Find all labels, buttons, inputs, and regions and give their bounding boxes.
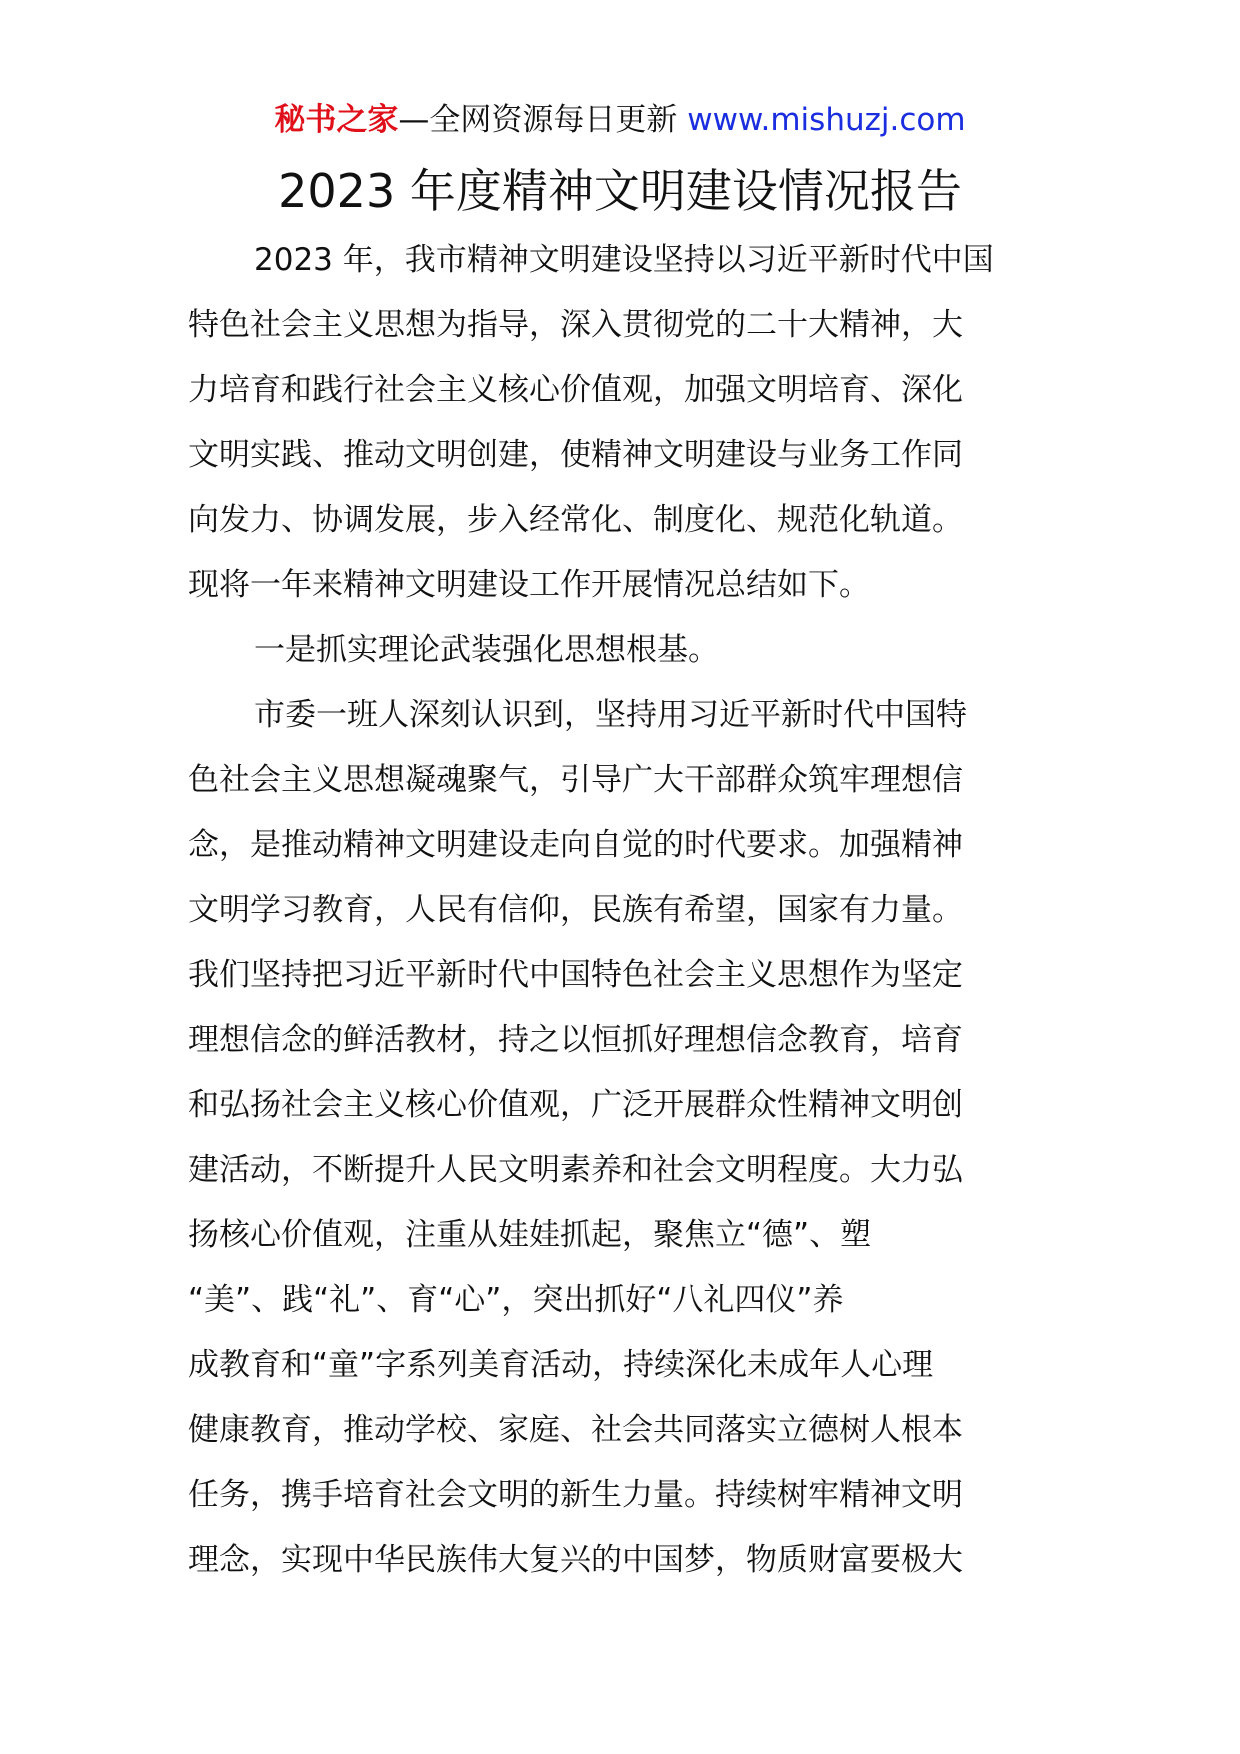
document-body [188,228,1034,1593]
text-line: 理念，实现中华民族伟大复兴的中国梦，物质财富要极大 [188,1542,963,1578]
text-line: 一是抓实理论武装强化思想根基。 [254,632,719,668]
page-header [0,100,1240,140]
document-title: 2023 年度精神文明建设情况报告 [278,164,962,218]
text-line: 健康教育，推动学校、家庭、社会共同落实立德树人根本 [188,1412,963,1448]
text-line: 我们坚持把习近平新时代中国特色社会主义思想作为坚定 [188,957,963,993]
text-line: 向发力、协调发展，步入经常化、制度化、规范化轨道。 [188,502,963,538]
section-paragraph [188,683,1034,1593]
text-line: 现将一年来精神文明建设工作开展情况总结如下。 [188,567,870,603]
text-line: 文明实践、推动文明创建，使精神文明建设与业务工作同 [188,437,963,473]
text-line: 和弘扬社会主义核心价值观，广泛开展群众性精神文明创 [188,1087,963,1123]
text-line: 文明学习教育，人民有信仰，民族有希望，国家有力量。 [188,892,963,928]
section-heading [188,618,1034,683]
text-line: 2023 年，我市精神文明建设坚持以习近平新时代中国 [254,242,994,278]
text-line: 特色社会主义思想为指导，深入贯彻党的二十大精神，大 [188,307,963,343]
text-line: 任务，携手培育社会文明的新生力量。持续树牢精神文明 [188,1477,963,1513]
text-line: 市委一班人深刻认识到，坚持用习近平新时代中国特 [254,697,967,733]
header-slogan: —全网资源每日更新 [398,102,688,138]
text-line: 色社会主义思想凝魂聚气，引导广大干部群众筑牢理想信 [188,762,963,798]
brand-name: 秘书之家 [274,102,399,138]
text-line: 成教育和“童”字系列美育活动，持续深化未成年人心理 [188,1347,934,1383]
text-line: 力培育和践行社会主义核心价值观，加强文明培育、深化 [188,372,963,408]
text-line: “美”、践“礼”、育“心”，突出抓好“八礼四仪”养 [188,1282,844,1318]
text-line: 建活动，不断提升人民文明素养和社会文明程度。大力弘 [188,1152,963,1188]
text-line: 理想信念的鲜活教材，持之以恒抓好理想信念教育，培育 [188,1022,963,1058]
text-line: 扬核心价值观，注重从娃娃抓起，聚焦立“德”、塑 [188,1217,872,1253]
website-link[interactable]: www.mishuzj.com [687,102,966,138]
intro-paragraph [188,228,1034,618]
text-line: 念，是推动精神文明建设走向自觉的时代要求。加强精神 [188,827,963,863]
